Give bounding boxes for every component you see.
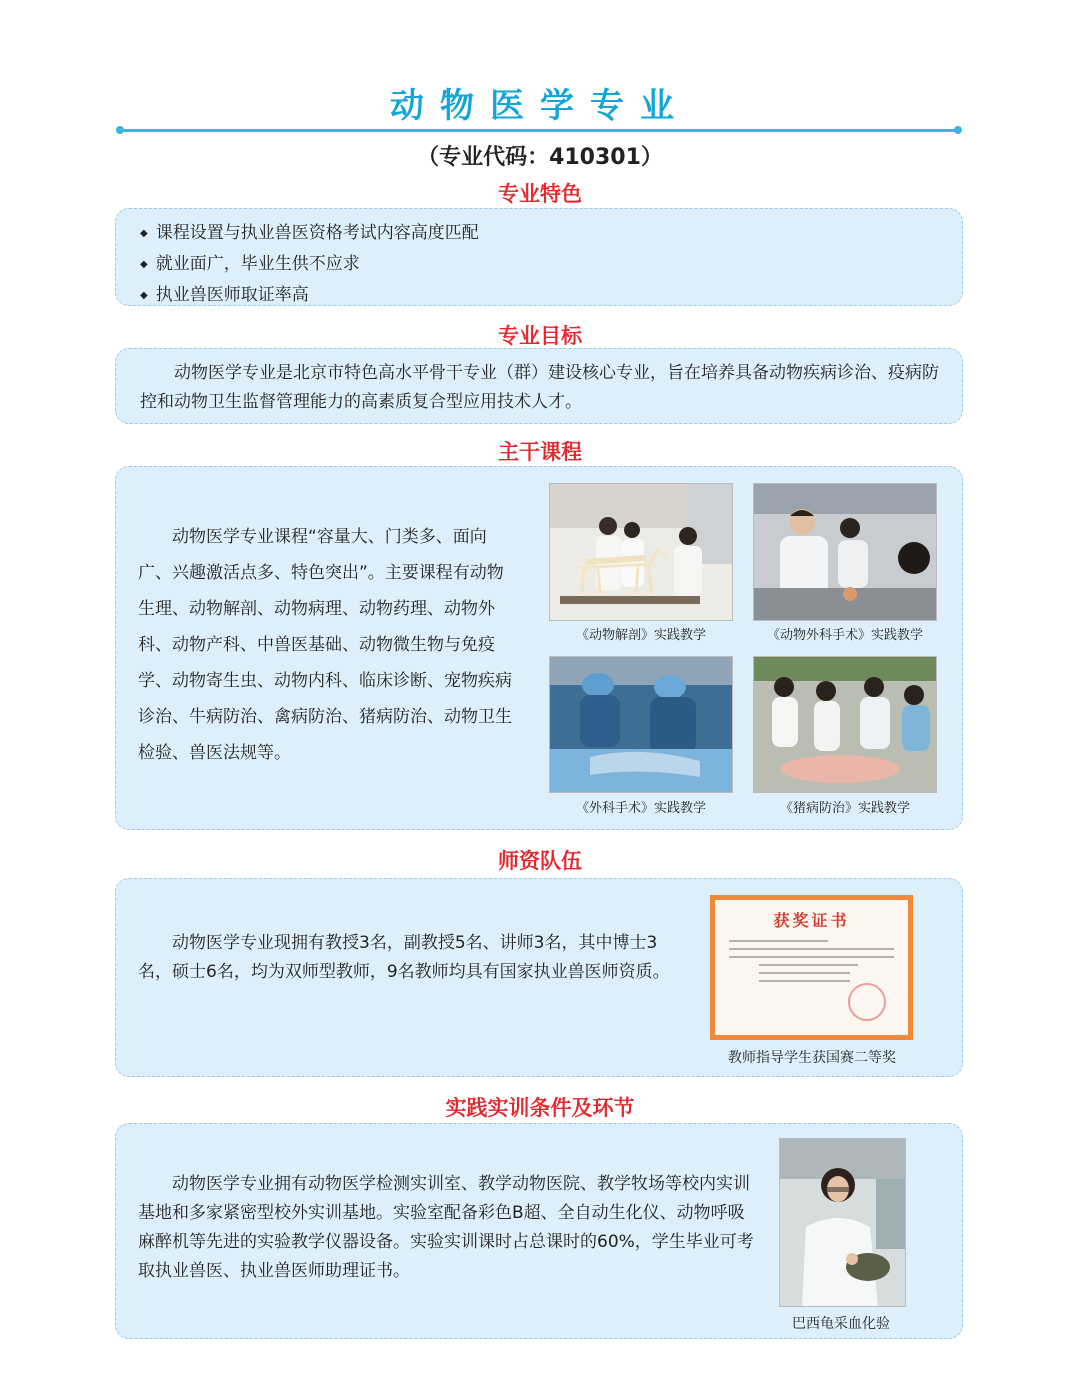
- page-title: 动物医学专业: [390, 86, 690, 126]
- goal-text: 动物医学专业是北京市特色高水平骨干专业（群）建设核心专业，旨在培养具备动物疾病诊治、疫病防控和动物卫生监督管理能力的高素质复合型应用技术人才。: [140, 363, 939, 412]
- caption-surgery: 《外科手术》实践教学: [575, 801, 706, 816]
- seal-icon: [848, 983, 886, 1021]
- award-certificate: [710, 895, 913, 1040]
- photo-pig-disease: [753, 656, 937, 793]
- caption-surgery-practice: 《动物外科手术》实践教学: [766, 628, 923, 643]
- practice-box: [115, 1123, 963, 1339]
- title-divider: [118, 129, 960, 132]
- caption-award: 教师指导学生获国赛二等奖: [728, 1050, 896, 1066]
- list-item: ◆ 课程设置与执业兽医资格考试内容高度匹配: [140, 219, 962, 250]
- list-item: ◆ 执业兽医师取证率高: [140, 281, 962, 312]
- goal-box: [115, 348, 963, 424]
- photo-turtle-blood: [779, 1138, 906, 1307]
- major-code: （专业代码：410301）: [417, 145, 663, 170]
- features-box: [115, 208, 963, 306]
- certificate-body: [729, 934, 894, 988]
- photo-surgery-practice: [753, 483, 937, 621]
- caption-anatomy: 《动物解剖》实践教学: [575, 628, 706, 643]
- features-list: [116, 209, 962, 312]
- certificate-title: 获奖证书: [773, 911, 850, 930]
- caption-pig-disease: 《猪病防治》实践教学: [779, 801, 910, 816]
- photo-anatomy: [549, 483, 733, 621]
- faculty-heading: 师资队伍: [498, 849, 582, 873]
- courses-text: 动物医学专业课程“容量大、门类多、面向广、兴趣激活点多、特色突出”。主要课程有动物生理、动物解剖、动物病理、动物药理、动物外科、动物产科、中兽医基础、动物微生物与免疫学、动物寄生虫、动物内科、临床诊断、宠物疾病诊治、牛病防治、禽病防治、猪病防治、动物卫生检验、兽医法规等。: [138, 527, 512, 763]
- caption-turtle-blood: 巴西龟采血化验: [792, 1316, 890, 1332]
- faculty-text: 动物医学专业现拥有教授3名，副教授5名、讲师3名，其中博士3名，硕士6名，均为双师型教师，9名教师均具有国家执业兽医师资质。: [138, 933, 670, 982]
- courses-heading: 主干课程: [498, 440, 582, 464]
- photo-surgery: [549, 656, 733, 793]
- practice-heading: 实践实训条件及环节: [445, 1096, 635, 1120]
- practice-text: 动物医学专业拥有动物医学检测实训室、教学动物医院、教学牧场等校内实训基地和多家紧密型校外实训基地。实验室配备彩色B超、全自动生化仪、动物呼吸麻醉机等先进的实验教学仪器设备。实验实训课时占总课时的60%，学生毕业可考取执业兽医、执业兽医师助理证书。: [138, 1174, 754, 1281]
- courses-box: [115, 466, 963, 830]
- features-heading: 专业特色: [498, 182, 582, 206]
- list-item: ◆ 就业面广，毕业生供不应求: [140, 250, 962, 281]
- faculty-box: [115, 878, 963, 1077]
- goal-heading: 专业目标: [498, 324, 582, 348]
